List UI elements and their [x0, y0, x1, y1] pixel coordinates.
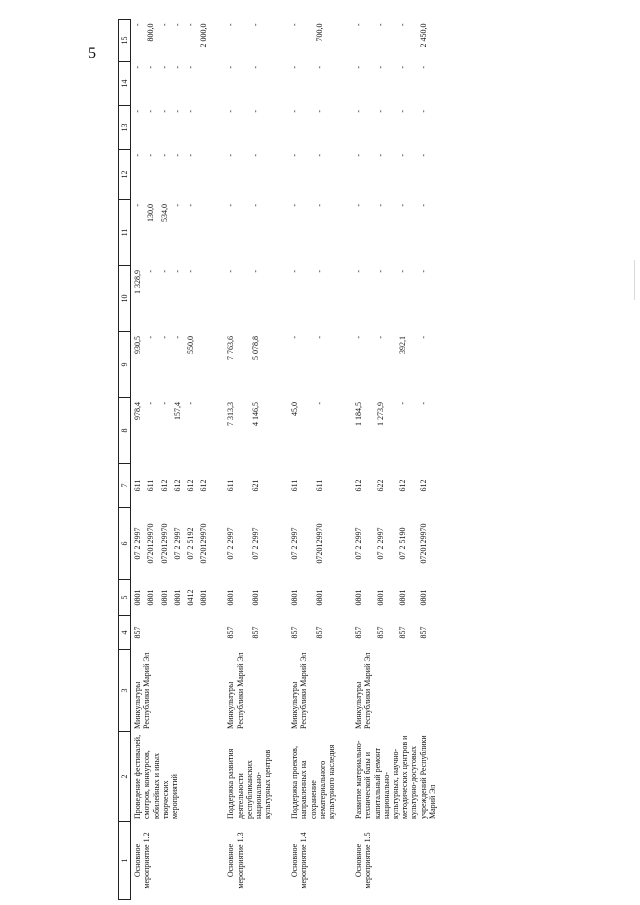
table-cell	[197, 150, 210, 200]
table-cell: -	[184, 200, 197, 266]
table-cell: -	[184, 62, 197, 106]
table-cell: 130,0	[144, 200, 157, 266]
table-cell: 0720129970	[313, 508, 338, 580]
table-cell: -	[288, 266, 313, 332]
event-cell: Основное мероприятие 1.4	[288, 822, 338, 900]
table-cell	[197, 332, 210, 398]
table-cell	[197, 398, 210, 464]
table-cell: 0801	[144, 580, 157, 616]
table-cell: -	[288, 20, 313, 62]
table-cell: -	[249, 266, 274, 332]
column-number-4: 4	[119, 616, 131, 650]
table-cell: -	[417, 106, 439, 150]
group-spacer	[439, 20, 453, 900]
table-cell: -	[352, 266, 374, 332]
table-cell: 5 078,8	[249, 332, 274, 398]
table-cell: 930,5	[131, 332, 145, 398]
table-cell: -	[158, 150, 171, 200]
table-cell: -	[184, 398, 197, 464]
table-cell	[171, 616, 184, 650]
column-number-9: 9	[119, 332, 131, 398]
table-cell: -	[417, 332, 439, 398]
table-cell: -	[131, 150, 145, 200]
table-cell: 07 2 5190	[396, 508, 418, 580]
table-cell: 7 763,6	[224, 332, 249, 398]
executor-cell: Минкультуры Республики Марий Эл	[131, 650, 211, 732]
table-cell: 07 2 2997	[374, 508, 396, 580]
table-cell: 0801	[131, 580, 145, 616]
table-cell: 550,0	[184, 332, 197, 398]
table-cell: -	[224, 150, 249, 200]
table-cell: -	[288, 106, 313, 150]
column-number-2: 2	[119, 732, 131, 822]
table-cell: 07 2 2997	[352, 508, 374, 580]
table-cell: 611	[288, 464, 313, 508]
table-row	[288, 20, 313, 900]
table-cell: 700,0	[313, 20, 338, 62]
table-cell: -	[352, 150, 374, 200]
executor-cell: Минкультуры Республики Марий Эл	[224, 650, 274, 732]
table-cell: -	[158, 62, 171, 106]
table-cell: 2 450,0	[417, 20, 439, 62]
column-number-6: 6	[119, 508, 131, 580]
scan-edge-mark	[634, 260, 635, 300]
column-number-3: 3	[119, 650, 131, 732]
table-cell: -	[374, 20, 396, 62]
table-cell: 857	[417, 616, 439, 650]
table-cell	[197, 200, 210, 266]
table-cell: -	[131, 106, 145, 150]
table-cell: -	[417, 398, 439, 464]
table-cell: 0801	[224, 580, 249, 616]
table-cell: 0801	[396, 580, 418, 616]
table-cell: -	[224, 106, 249, 150]
table-cell: -	[171, 106, 184, 150]
table-cell: -	[313, 62, 338, 106]
table-cell: -	[374, 332, 396, 398]
table-cell: 857	[224, 616, 249, 650]
table-cell: -	[374, 150, 396, 200]
table-cell: -	[313, 266, 338, 332]
table-cell: 2 000,0	[197, 20, 210, 62]
table-cell: 612	[197, 464, 210, 508]
table-cell: 07 2 2997	[249, 508, 274, 580]
table-cell: 07 2 2997	[288, 508, 313, 580]
table-cell: 611	[144, 464, 157, 508]
table-cell: -	[313, 200, 338, 266]
table-cell: 612	[184, 464, 197, 508]
table-cell: 1 184,5	[352, 398, 374, 464]
table-cell: -	[396, 398, 418, 464]
column-number-header	[119, 20, 131, 900]
table-cell	[158, 616, 171, 650]
table-cell: -	[158, 266, 171, 332]
table-cell: -	[288, 62, 313, 106]
column-number-10: 10	[119, 266, 131, 332]
table-cell: -	[171, 20, 184, 62]
table-cell: -	[171, 332, 184, 398]
table-cell: -	[131, 20, 145, 62]
table-cell: -	[184, 106, 197, 150]
group-spacer	[274, 20, 288, 900]
table-cell: 0801	[352, 580, 374, 616]
table-cell: 621	[249, 464, 274, 508]
event-name-cell: Поддержка развития деятельности республиканских национально-культурных центров	[224, 732, 274, 822]
table-cell: -	[184, 266, 197, 332]
table-cell: -	[352, 332, 374, 398]
table-cell: -	[249, 106, 274, 150]
table-cell: -	[184, 20, 197, 62]
table-cell: 0801	[288, 580, 313, 616]
table-cell: -	[224, 266, 249, 332]
table-cell: -	[224, 62, 249, 106]
table-cell: -	[144, 398, 157, 464]
table-cell: -	[144, 106, 157, 150]
table-cell: 0801	[158, 580, 171, 616]
table-cell: -	[158, 332, 171, 398]
table-cell: -	[417, 266, 439, 332]
table-cell: -	[313, 332, 338, 398]
table-cell: -	[131, 200, 145, 266]
table-cell: -	[144, 62, 157, 106]
table-cell: 800,0	[144, 20, 157, 62]
column-number-1: 1	[119, 822, 131, 900]
table-cell: 07 2 5192	[184, 508, 197, 580]
table-cell: -	[249, 150, 274, 200]
table-cell: 0412	[184, 580, 197, 616]
table-cell: 611	[224, 464, 249, 508]
table-cell: -	[144, 266, 157, 332]
table-cell: -	[288, 200, 313, 266]
table-cell: -	[184, 150, 197, 200]
table-cell: -	[158, 398, 171, 464]
table-cell	[184, 616, 197, 650]
table-cell: -	[171, 266, 184, 332]
column-number-14: 14	[119, 62, 131, 106]
table-cell: -	[396, 266, 418, 332]
table-cell: -	[396, 150, 418, 200]
table-cell: 0801	[171, 580, 184, 616]
table-cell: 622	[374, 464, 396, 508]
table-cell: 157,4	[171, 398, 184, 464]
table-cell: -	[224, 20, 249, 62]
table-cell: 0720129970	[158, 508, 171, 580]
table-cell: -	[352, 106, 374, 150]
table-cell: -	[249, 62, 274, 106]
table-cell: 07 2 2997	[171, 508, 184, 580]
table-cell	[197, 106, 210, 150]
table-cell: -	[352, 62, 374, 106]
table-cell: 0801	[417, 580, 439, 616]
table-cell: -	[158, 20, 171, 62]
table-cell: -	[396, 62, 418, 106]
table-cell: -	[158, 106, 171, 150]
table-cell: -	[352, 200, 374, 266]
table-cell: 45,0	[288, 398, 313, 464]
event-name-cell: Проведение фестивалей, смотров, конкурсов, юбилейных и иных творческих мероприятий	[131, 732, 211, 822]
table-cell: -	[171, 200, 184, 266]
table-cell	[144, 616, 157, 650]
table-cell: 07 2 2997	[131, 508, 145, 580]
table-cell: 4 146,5	[249, 398, 274, 464]
table-cell: -	[417, 200, 439, 266]
table-cell: -	[171, 62, 184, 106]
table-cell: -	[396, 106, 418, 150]
column-number-7: 7	[119, 464, 131, 508]
table-cell: -	[313, 106, 338, 150]
table-cell: -	[224, 200, 249, 266]
table-cell: -	[396, 200, 418, 266]
table-cell: -	[374, 62, 396, 106]
table-cell: 0801	[313, 580, 338, 616]
table-cell: 857	[249, 616, 274, 650]
table-cell: 612	[417, 464, 439, 508]
table-cell: 612	[171, 464, 184, 508]
table-cell: 1 273,9	[374, 398, 396, 464]
event-cell: Основное мероприятие 1.2	[131, 822, 211, 900]
table-cell: 857	[288, 616, 313, 650]
table-row	[131, 20, 145, 900]
page-number: 5	[88, 45, 96, 62]
table-cell: 0801	[374, 580, 396, 616]
column-number-row	[119, 20, 131, 900]
table-cell: 0801	[197, 580, 210, 616]
table-cell: 612	[158, 464, 171, 508]
event-cell: Основное мероприятие 1.3	[224, 822, 274, 900]
table-cell: -	[313, 150, 338, 200]
table-cell: 0720129970	[417, 508, 439, 580]
table-cell: -	[171, 150, 184, 200]
table-cell: 857	[396, 616, 418, 650]
event-name-cell: Развитие материально-технической базы и капитальный ремонт национально-культурных, научно-методических центров и культурно-досуговых учреждений Республики Марий Эл	[352, 732, 439, 822]
table-cell: -	[374, 106, 396, 150]
table-cell: -	[144, 150, 157, 200]
column-number-11: 11	[119, 200, 131, 266]
table-cell: 612	[396, 464, 418, 508]
table-cell: -	[249, 20, 274, 62]
table-cell: -	[374, 200, 396, 266]
table-cell: -	[288, 150, 313, 200]
executor-cell: Минкультуры Республики Марий Эл	[352, 650, 439, 732]
table-cell: -	[288, 332, 313, 398]
table-cell	[197, 616, 210, 650]
table-cell: 857	[374, 616, 396, 650]
table-cell: 978,4	[131, 398, 145, 464]
table-cell: 0720129970	[144, 508, 157, 580]
table-cell: 611	[313, 464, 338, 508]
table-cell	[197, 62, 210, 106]
table-cell: -	[352, 20, 374, 62]
table-body	[131, 20, 453, 900]
table-cell: 7 313,3	[224, 398, 249, 464]
event-cell: Основное мероприятие 1.5	[352, 822, 439, 900]
table-cell: -	[249, 200, 274, 266]
table-cell: 857	[131, 616, 145, 650]
table-cell: 1 328,9	[131, 266, 145, 332]
table-row	[224, 20, 249, 900]
table-cell: -	[417, 150, 439, 200]
rotated-table-page	[118, 20, 518, 900]
table-cell: 611	[131, 464, 145, 508]
table-cell: -	[131, 62, 145, 106]
column-number-5: 5	[119, 580, 131, 616]
table-cell	[197, 266, 210, 332]
budget-table	[118, 19, 453, 900]
table-cell: 392,1	[396, 332, 418, 398]
table-cell: -	[396, 20, 418, 62]
event-name-cell: Поддержка проектов, направленных на сохранение нематериального культурного наследия	[288, 732, 338, 822]
column-number-15: 15	[119, 20, 131, 62]
group-spacer	[210, 20, 224, 900]
table-cell: 07 2 2997	[224, 508, 249, 580]
table-cell: 612	[352, 464, 374, 508]
table-cell: 0720129970	[197, 508, 210, 580]
table-cell: 857	[313, 616, 338, 650]
table-cell: -	[313, 398, 338, 464]
table-cell: -	[417, 62, 439, 106]
table-cell: 0801	[249, 580, 274, 616]
table-cell: -	[144, 332, 157, 398]
group-spacer	[338, 20, 352, 900]
column-number-12: 12	[119, 150, 131, 200]
executor-cell: Минкультуры Республики Марий Эл	[288, 650, 338, 732]
table-cell: 857	[352, 616, 374, 650]
table-cell: 534,0	[158, 200, 171, 266]
table-cell: -	[374, 266, 396, 332]
table-row	[352, 20, 374, 900]
column-number-13: 13	[119, 106, 131, 150]
column-number-8: 8	[119, 398, 131, 464]
